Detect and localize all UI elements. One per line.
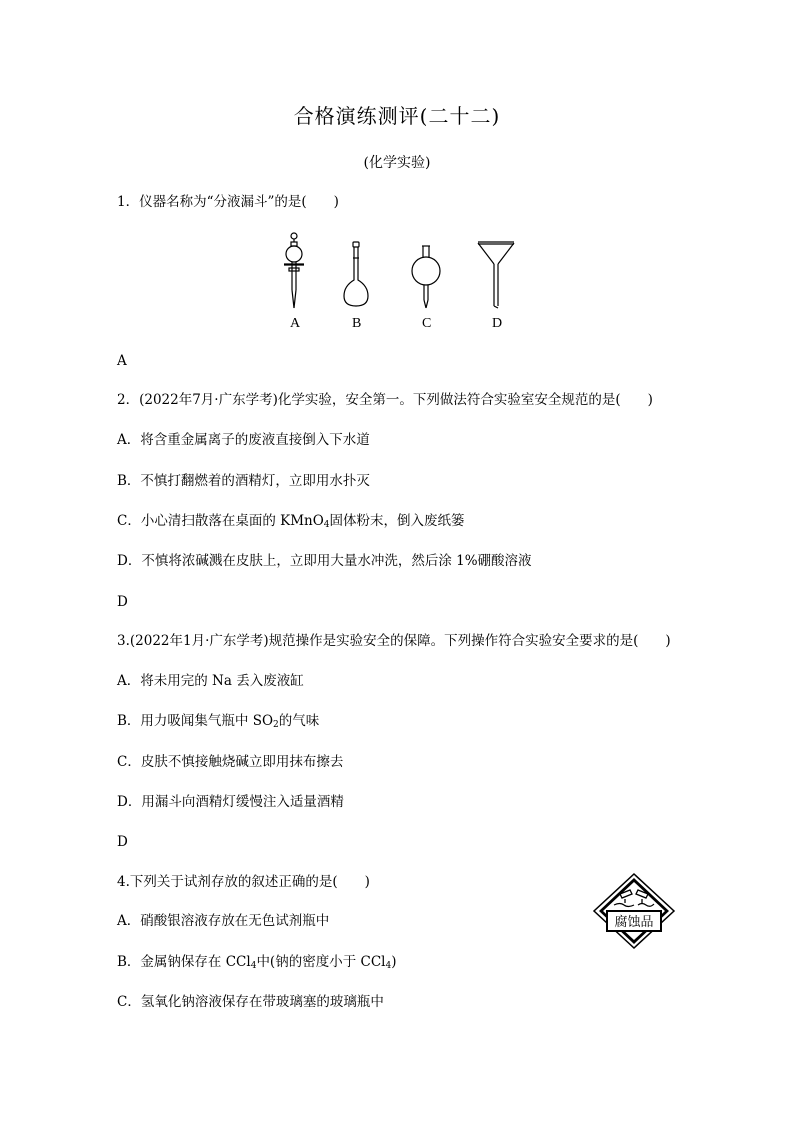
q3-answer: D	[117, 834, 128, 850]
q2-option-d: D．不慎将浓碱溅在皮肤上，立即用大量水冲洗，然后涂 1%硼酸溶液	[117, 553, 532, 569]
q2-answer: D	[117, 594, 128, 610]
q3-option-a: A．将未用完的 Na 丢入废液缸	[117, 673, 304, 689]
separatory-funnel-icon	[284, 233, 304, 308]
funnel-icon	[478, 242, 514, 308]
q4-stem: 4.下列关于试剂存放的叙述正确的是( )	[117, 874, 370, 890]
figure-label-b: B	[352, 316, 362, 331]
q2-stem: 2．(2022年7月·广东学考)化学实验，安全第一。下列做法符合实验室安全规范的是( )	[117, 392, 653, 408]
q4-option-a: A．硝酸银溶液存放在无色试剂瓶中	[117, 913, 330, 929]
q3-option-d: D．用漏斗向酒精灯缓慢注入适量酒精	[117, 794, 344, 810]
q1-stem: 1．仪器名称为“分液漏斗”的是( )	[117, 194, 339, 210]
page-subtitle: (化学实验)	[363, 155, 431, 171]
hazard-sign-label: 腐蚀品	[614, 915, 654, 930]
page-title: 合格演练测评(二十二)	[293, 104, 501, 128]
corrosive-hazard-icon	[592, 872, 676, 950]
q4-option-c: C．氢氧化钠溶液保存在带玻璃塞的玻璃瓶中	[117, 994, 384, 1010]
q3-option-b: B．用力吸闻集气瓶中 $SO_2$的气味	[117, 713, 320, 730]
q3-stem: 3.(2022年1月·广东学考)规范操作是实验安全的保障。下列操作符合实验安全要求的是( )	[117, 633, 671, 649]
figure-label-c: C	[422, 316, 432, 331]
figure-label-a: A	[290, 316, 301, 331]
q3-option-c: C．皮肤不慎接触烧碱立即用抹布擦去	[117, 754, 344, 770]
q2-option-c: C．小心清扫散落在桌面的 KMnO$_4$固体粉末，倒入废纸篓	[117, 513, 465, 530]
globe-funnel-icon	[412, 246, 440, 308]
q2-option-b: B．不慎打翻燃着的酒精灯，立即用水扑灭	[117, 473, 370, 489]
figure-label-d: D	[492, 316, 503, 331]
q1-apparatus-figure	[270, 228, 530, 336]
q4-option-b: B．金属钠保存在 CCl$_4$中(钠的密度小于 CCl$_4$)	[117, 954, 397, 971]
volumetric-flask-icon	[344, 242, 368, 306]
q1-answer: A	[117, 353, 127, 369]
q2-option-a: A．将含重金属离子的废液直接倒入下水道	[117, 432, 370, 448]
